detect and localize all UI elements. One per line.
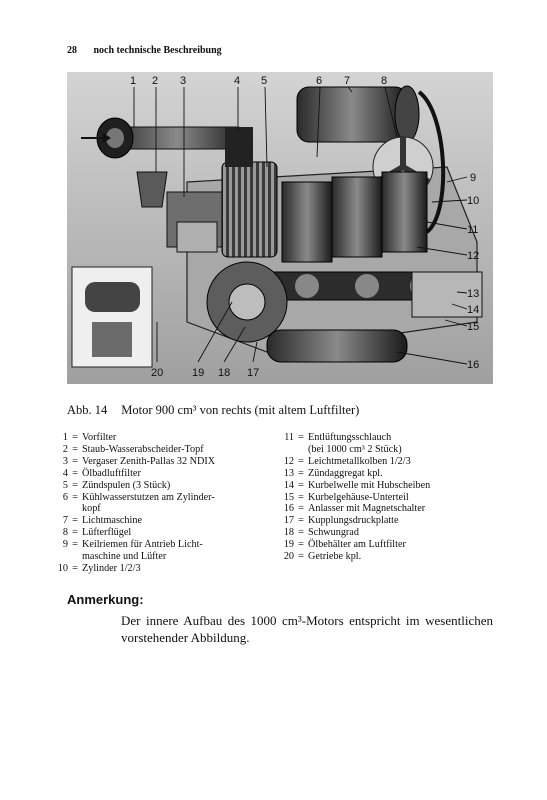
callout-3: 3	[180, 75, 187, 87]
callout-4: 4	[234, 75, 241, 87]
figure-caption-text: Motor 900 cm³ von rechts (mit altem Luftfilter)	[121, 403, 360, 417]
legend-item: 10 = Zylinder 1/2/3	[57, 562, 141, 574]
legend-item: 15 = Kurbelgehäuse-Unterteil	[283, 491, 409, 503]
callout-1: 1	[130, 75, 137, 87]
legend-item: 8 = Lüfterflügel	[62, 527, 132, 539]
legend-item: 7 = Lichtmaschine	[62, 515, 142, 527]
callout-19: 19	[192, 367, 205, 379]
legend-item: 6 = Kühlwasserstutzen am Zylinder-	[62, 491, 215, 503]
note-title: Anmerkung:	[67, 592, 144, 607]
note-body: Der innere Aufbau des 1000 cm³-Motors entspricht im wesentlichen vorstehender Abbildung.	[121, 613, 493, 645]
legend-item: 11 = Entlüftungsschlauch	[284, 432, 392, 443]
callout-17: 17	[247, 367, 260, 379]
callout-15: 15	[467, 321, 480, 333]
callout-6: 6	[316, 75, 323, 87]
callout-12: 12	[467, 250, 480, 262]
callout-9: 9	[470, 172, 477, 184]
legend-item-continuation: (bei 1000 cm³ 2 Stück)	[308, 443, 402, 455]
legend-item: 14 = Kurbelwelle mit Hubscheiben	[283, 479, 431, 491]
engine-drawing	[67, 72, 493, 384]
callout-16: 16	[467, 359, 480, 371]
callout-11: 11	[467, 224, 479, 236]
legend-item: 16 = Anlasser mit Magnetschalter	[283, 503, 426, 515]
callout-20: 20	[151, 367, 164, 379]
legend-item: 4 = Ölbadluftfilter	[62, 467, 141, 479]
legend-item: 20 = Getriebe kpl.	[283, 551, 362, 563]
legend-item-continuation: maschine und Lüfter	[82, 551, 167, 563]
legend-right	[282, 432, 497, 563]
page-header	[67, 45, 222, 56]
engine-illustration	[67, 72, 493, 384]
legend-left	[56, 432, 271, 575]
callout-18: 18	[218, 367, 231, 379]
legend-item: 19 = Ölbehälter am Luftfilter	[283, 539, 406, 551]
legend-item: 13 = Zündaggregat kpl.	[283, 467, 383, 479]
callout-5: 5	[261, 75, 268, 87]
figure-caption	[67, 403, 359, 418]
running-title: noch technische Beschreibung	[93, 45, 222, 56]
legend-item: 3 = Vergaser Zenith-Pallas 32 NDIX	[62, 455, 216, 467]
legend-item-continuation: kopf	[82, 503, 101, 515]
legend-item: 12 = Leichtmetallkolben 1/2/3	[283, 455, 411, 467]
callout-13: 13	[467, 288, 480, 300]
callout-7: 7	[344, 75, 351, 87]
callout-8: 8	[381, 75, 388, 87]
callout-14: 14	[467, 304, 480, 316]
callout-10: 10	[467, 195, 480, 207]
legend-item: 9 = Keilriemen für Antrieb Licht-	[62, 539, 203, 551]
legend-item: 18 = Schwungrad	[283, 527, 359, 539]
figure-label: Abb. 14	[67, 403, 108, 417]
legend-item: 2 = Staub-Wasserabscheider-Topf	[62, 443, 204, 455]
legend-item: 1 = Vorfilter	[62, 432, 117, 443]
callout-2: 2	[152, 75, 159, 87]
legend-item: 17 = Kupplungsdruckplatte	[283, 515, 399, 527]
page-number: 28	[67, 45, 77, 56]
legend-item: 5 = Zündspulen (3 Stück)	[62, 479, 171, 491]
